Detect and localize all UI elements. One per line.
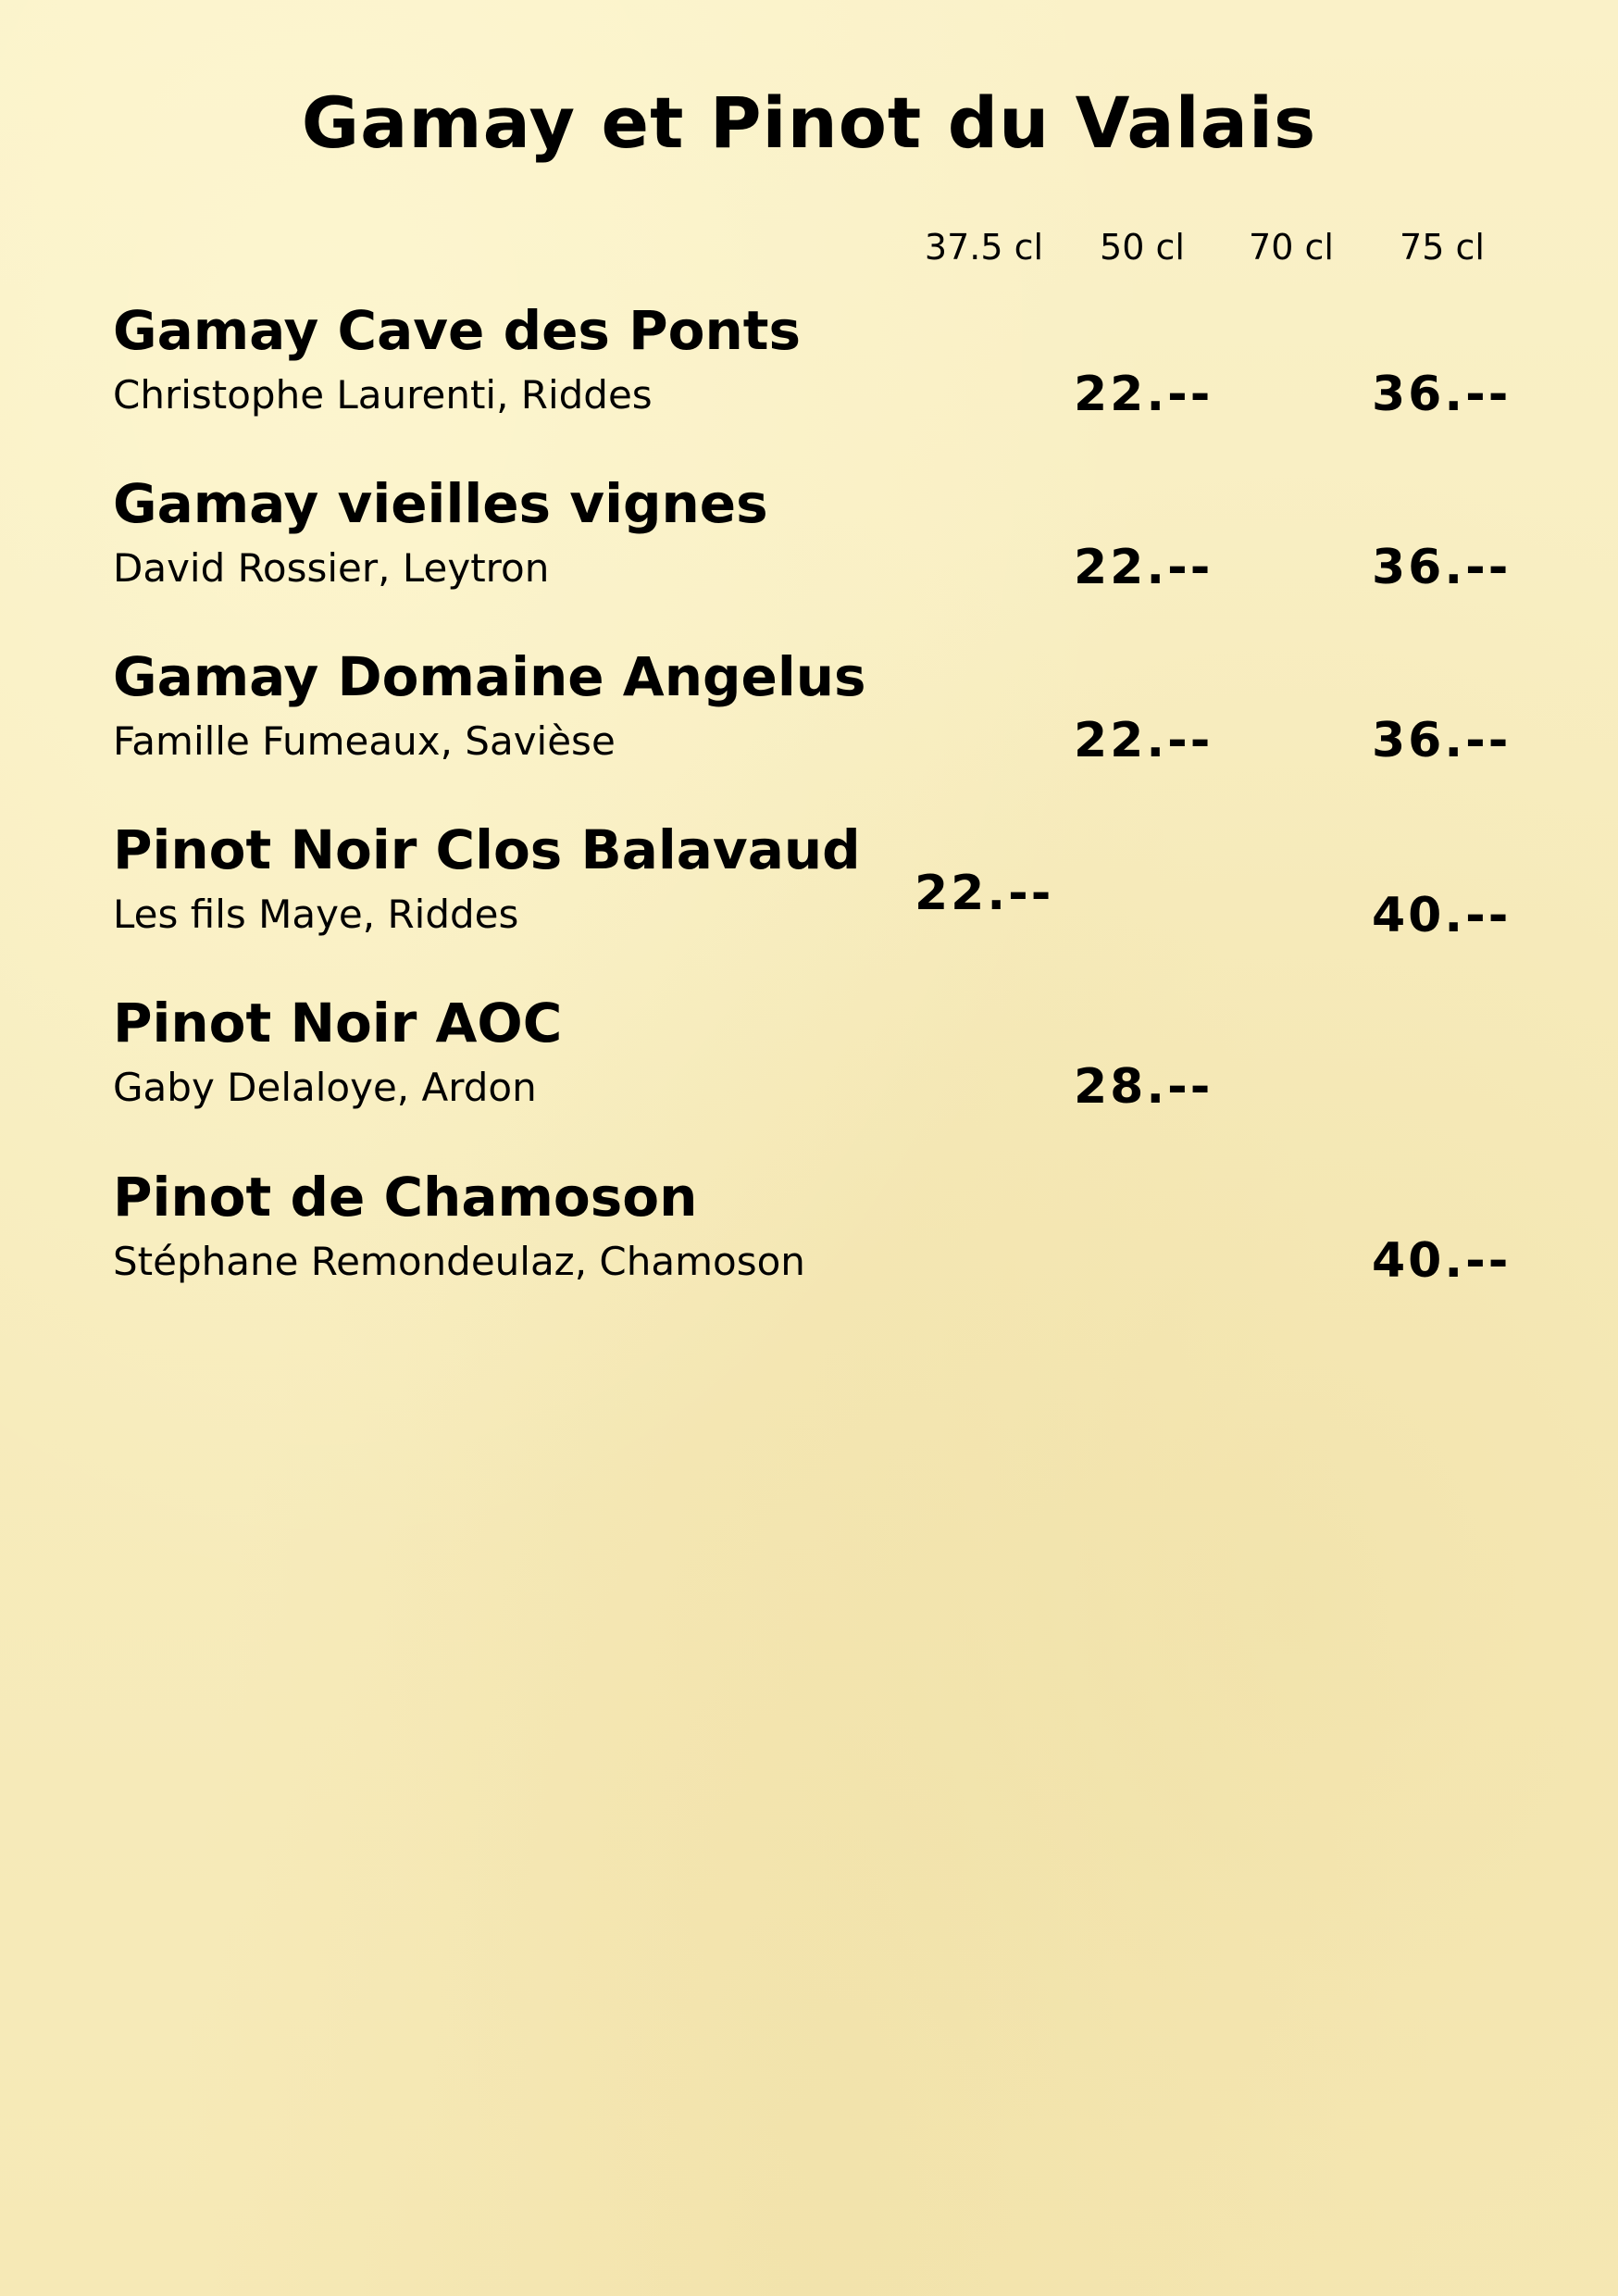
page-title: Gamay et Pinot du Valais [301, 81, 1317, 164]
price-75cl: 40.-- [1372, 888, 1512, 943]
price-50cl: 28.-- [1074, 1059, 1214, 1115]
wine-name: Gamay Domaine Angelus [113, 645, 866, 708]
wine-producer: David Rossier, Leytron [113, 545, 550, 591]
size-header-50cl: 50 cl [1100, 227, 1185, 268]
wine-entry [0, 472, 1618, 616]
wine-name: Pinot Noir Clos Balavaud [113, 818, 861, 881]
price-50cl: 22.-- [1074, 367, 1214, 422]
price-75cl: 36.-- [1372, 367, 1512, 422]
price-75cl: 36.-- [1372, 540, 1512, 595]
wine-entry [0, 299, 1618, 443]
wine-producer: Stéphane Remondeulaz, Chamoson [113, 1239, 805, 1284]
price-75cl: 36.-- [1372, 713, 1512, 768]
price-75cl: 40.-- [1372, 1233, 1512, 1289]
wine-name: Gamay vieilles vignes [113, 472, 768, 535]
wine-producer: Gaby Delaloye, Ardon [113, 1065, 537, 1110]
size-header-37-5cl: 37.5 cl [924, 227, 1044, 268]
wine-entry [0, 818, 1618, 962]
price-50cl: 22.-- [1074, 540, 1214, 595]
size-header-70cl: 70 cl [1249, 227, 1334, 268]
wine-producer: Les fils Maye, Riddes [113, 892, 519, 937]
size-header-75cl: 75 cl [1400, 227, 1485, 268]
wine-name: Gamay Cave des Ponts [113, 299, 802, 362]
price-50cl: 22.-- [1074, 713, 1214, 768]
wine-entry [0, 992, 1618, 1135]
wine-entry [0, 645, 1618, 789]
price-37-5cl: 22.-- [915, 866, 1054, 921]
wine-entry [0, 1166, 1618, 1309]
wine-name: Pinot de Chamoson [113, 1166, 698, 1229]
wine-name: Pinot Noir AOC [113, 992, 563, 1054]
wine-producer: Famille Fumeaux, Savièse [113, 718, 616, 764]
wine-producer: Christophe Laurenti, Riddes [113, 372, 653, 418]
